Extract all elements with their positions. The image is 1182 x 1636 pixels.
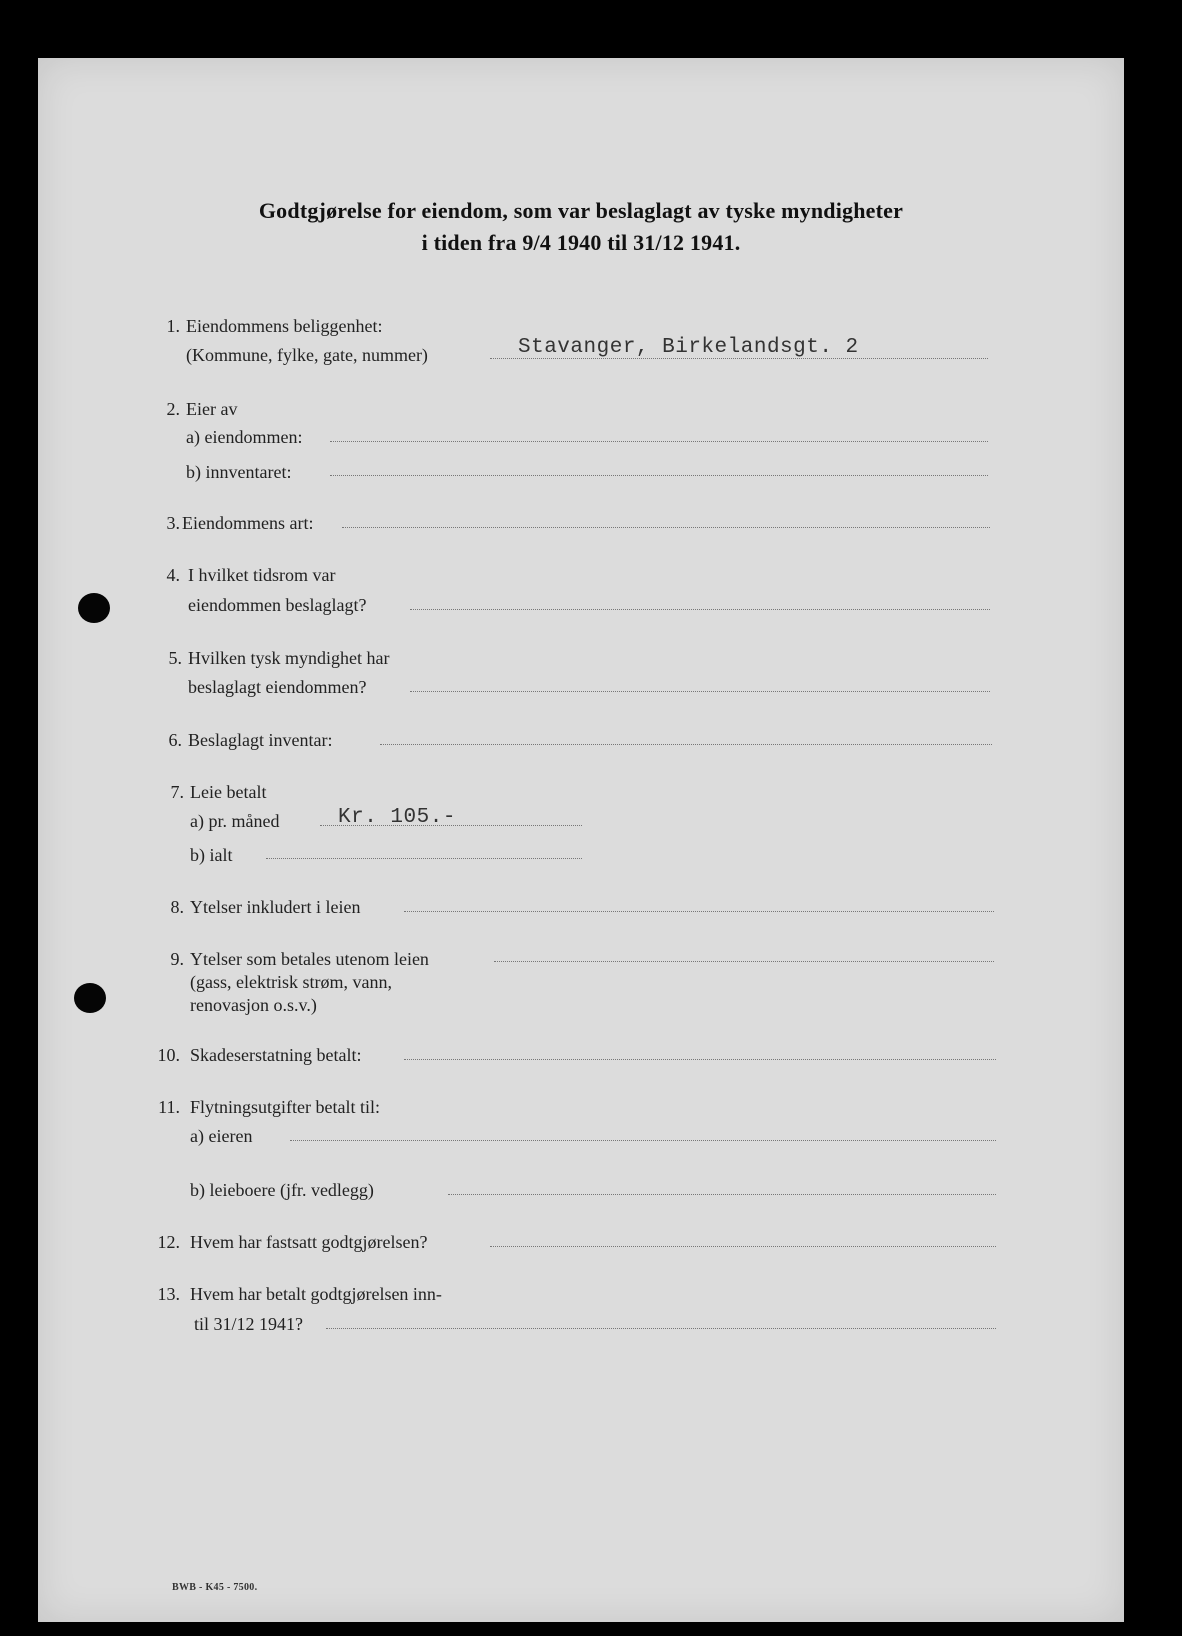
item-3-number: 3. <box>166 513 180 533</box>
item-8-label: Ytelser inkludert i leien <box>190 897 361 917</box>
item-11a-answer-line <box>290 1140 996 1141</box>
item-2a-answer-line <box>330 441 988 442</box>
punch-hole-bottom <box>74 983 106 1013</box>
item-9-sublabel-2: renovasjon o.s.v.) <box>190 995 317 1015</box>
item-9-answer-line <box>494 961 994 962</box>
item-13-label: Hvem har betalt godtgjørelsen inn- <box>190 1284 442 1304</box>
item-4-number: 4. <box>166 565 180 585</box>
item-6-number: 6. <box>168 730 182 750</box>
item-6-label: Beslaglagt inventar: <box>188 730 333 750</box>
item-11-number: 11. <box>158 1097 180 1117</box>
punch-hole-top <box>78 593 110 623</box>
form-title-line-2: i tiden fra 9/4 1940 til 31/12 1941. <box>421 230 741 255</box>
item-7-number: 7. <box>170 782 184 802</box>
item-8-number: 8. <box>170 897 184 917</box>
item-7b-label: b) ialt <box>190 845 233 865</box>
item-13-number: 13. <box>157 1284 180 1304</box>
item-2b-label: b) innventaret: <box>186 462 292 482</box>
form-page <box>38 58 1124 1622</box>
item-10-answer-line <box>404 1059 996 1060</box>
item-11a-label: a) eieren <box>190 1126 253 1146</box>
item-2a-label: a) eiendommen: <box>186 427 303 447</box>
item-12-answer-line <box>490 1246 996 1247</box>
printer-footer: BWB - K45 - 7500. <box>172 1582 258 1593</box>
item-7-label: Leie betalt <box>190 782 267 802</box>
item-4-sublabel: eiendommen beslaglagt? <box>188 595 367 615</box>
item-1-number: 1. <box>166 316 180 336</box>
item-9-sublabel-1: (gass, elektrisk strøm, vann, <box>190 972 392 992</box>
form-title-line-1: Godtgjørelse for eiendom, som var beslaglagt av tyske myndigheter <box>258 198 904 223</box>
item-11b-answer-line <box>448 1194 996 1195</box>
item-9-label: Ytelser som betales utenom leien <box>190 949 429 969</box>
item-5-sublabel: beslaglagt eiendommen? <box>188 677 367 697</box>
item-5-answer-line <box>410 691 990 692</box>
item-5-number: 5. <box>168 648 182 668</box>
item-6-answer-line <box>380 744 992 745</box>
item-2b-answer-line <box>330 475 988 476</box>
item-13-answer-line <box>326 1328 996 1329</box>
item-11b-label: b) leieboere (jfr. vedlegg) <box>190 1180 374 1200</box>
item-1-answer: Stavanger, Birkelandsgt. 2 <box>518 336 859 359</box>
item-7a-label: a) pr. måned <box>190 811 280 831</box>
item-1-label: Eiendommens beliggenhet: <box>186 316 383 336</box>
item-5-label: Hvilken tysk myndighet har <box>188 648 390 668</box>
item-10-label: Skadeserstatning betalt: <box>190 1045 362 1065</box>
item-4-answer-line <box>410 609 990 610</box>
item-7b-answer-line <box>266 858 582 859</box>
item-4-label: I hvilket tidsrom var <box>188 565 336 585</box>
item-10-number: 10. <box>157 1045 180 1065</box>
item-2-number: 2. <box>166 399 180 419</box>
item-8-answer-line <box>404 911 994 912</box>
item-13-sublabel: til 31/12 1941? <box>194 1314 303 1334</box>
item-3-label: Eiendommens art: <box>182 513 314 533</box>
item-12-number: 12. <box>157 1232 180 1252</box>
item-11-label: Flytningsutgifter betalt til: <box>190 1097 380 1117</box>
item-12-label: Hvem har fastsatt godtgjørelsen? <box>190 1232 428 1252</box>
item-3-answer-line <box>342 527 990 528</box>
item-1-sublabel: (Kommune, fylke, gate, nummer) <box>186 345 428 365</box>
item-9-number: 9. <box>170 949 184 969</box>
item-7a-answer: Kr. 105.- <box>338 806 456 829</box>
item-2-label: Eier av <box>186 399 238 419</box>
